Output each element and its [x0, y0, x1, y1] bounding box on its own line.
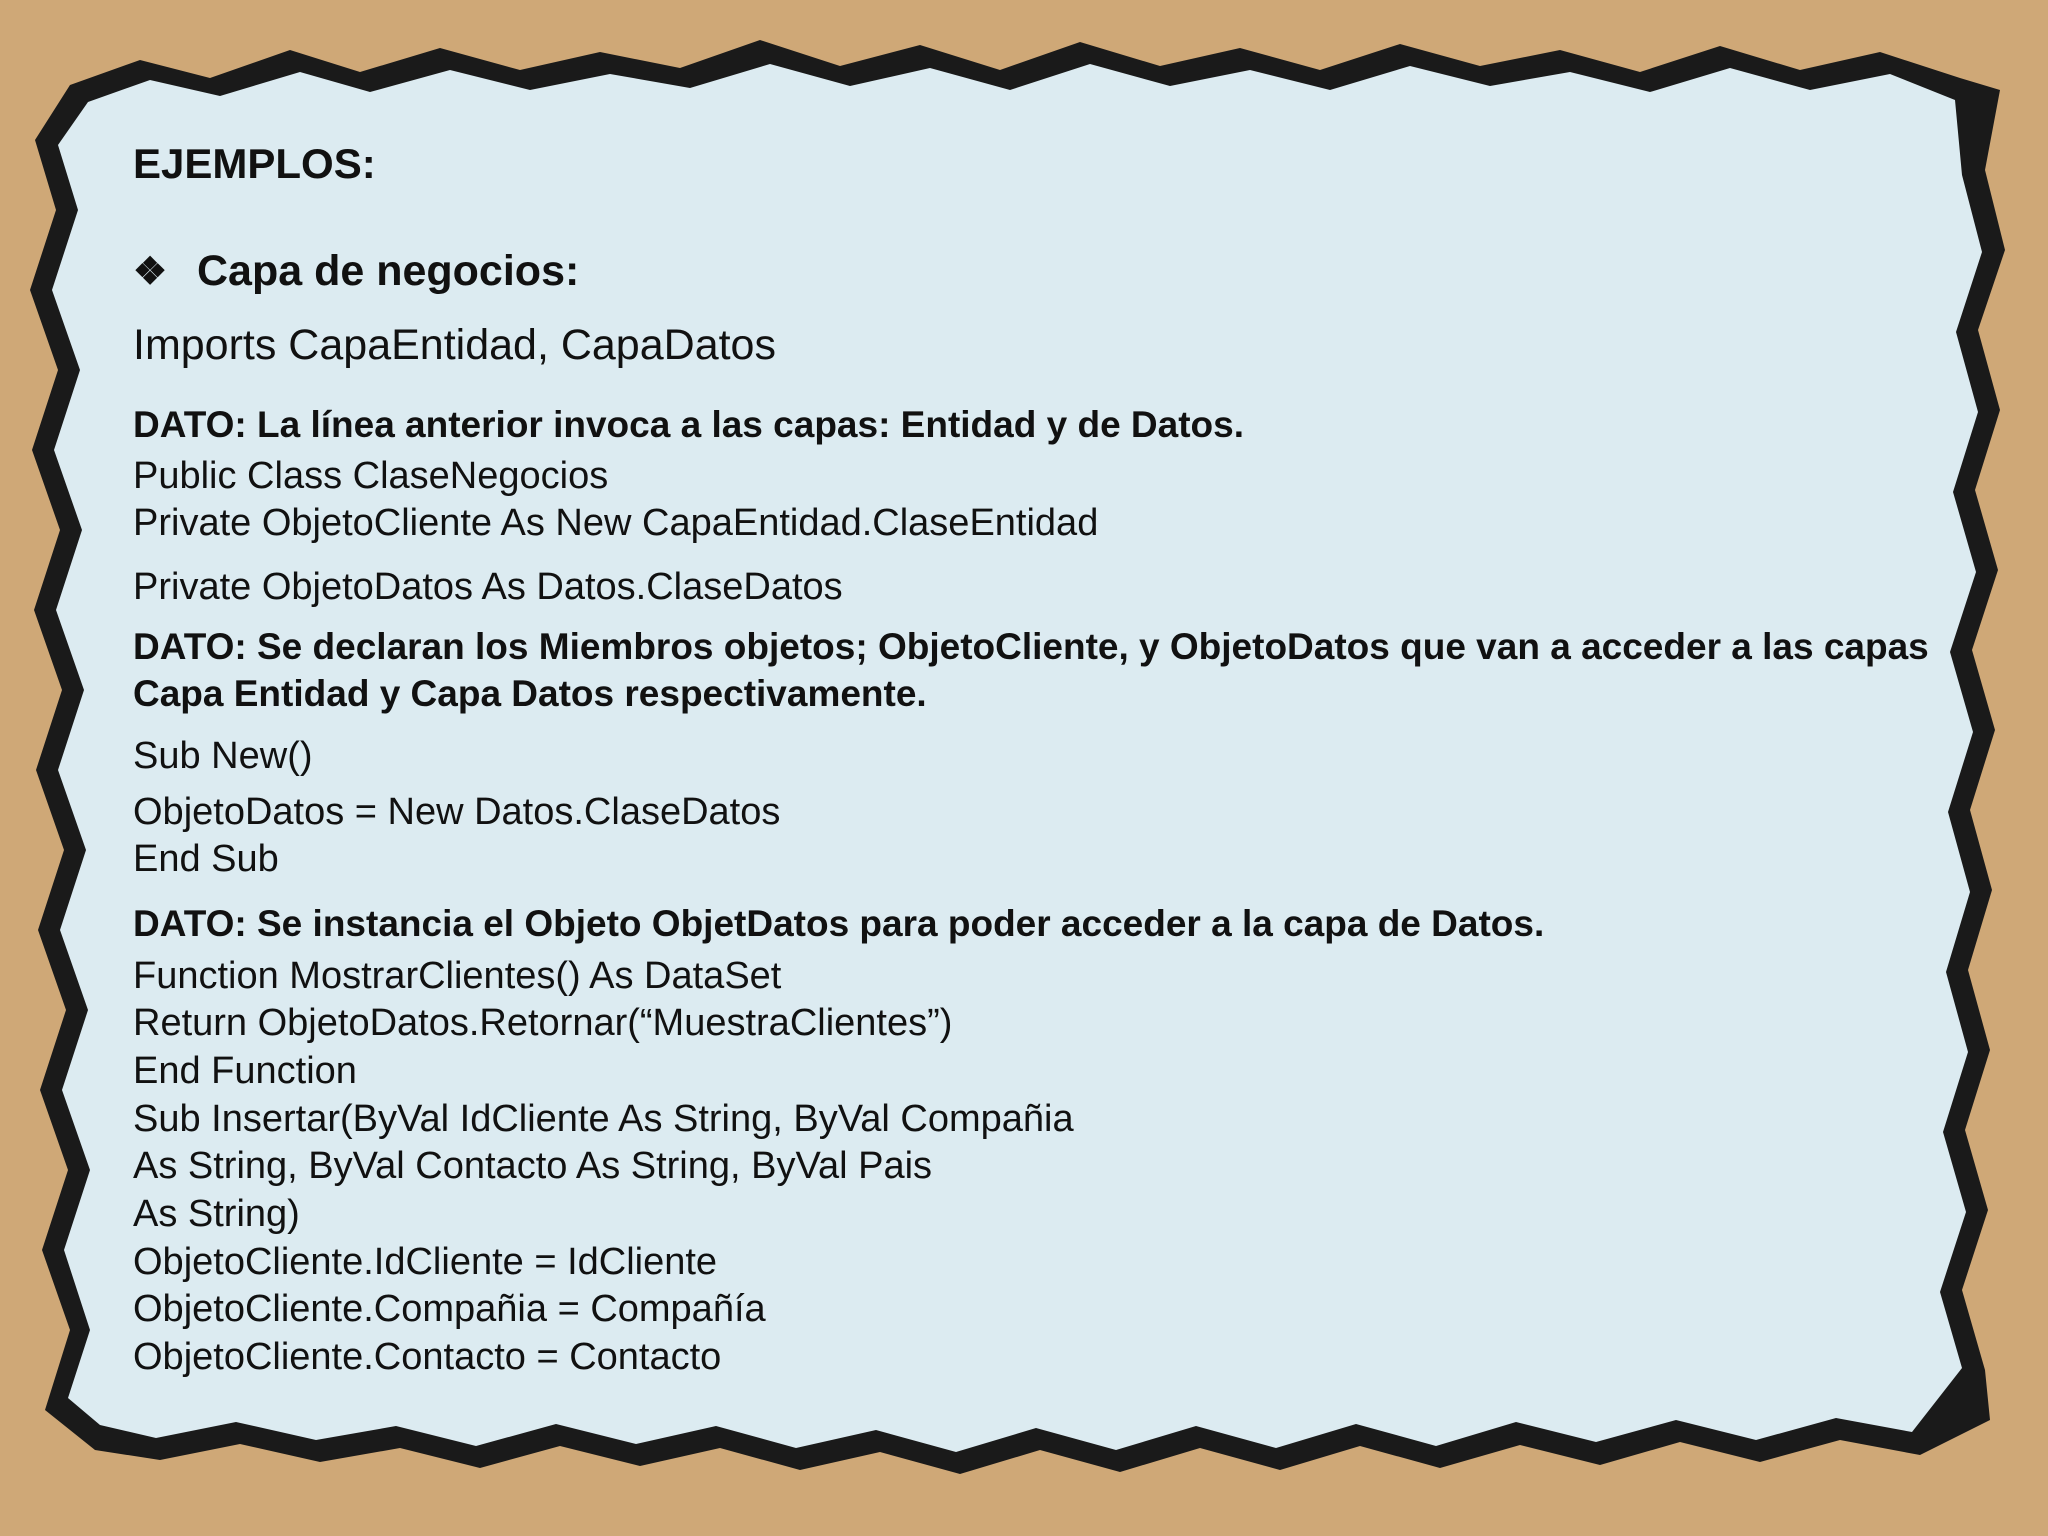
code-line: Imports CapaEntidad, CapaDatos	[133, 321, 776, 369]
code-line: ObjetoCliente.Contacto = Contacto	[133, 1336, 722, 1378]
code-line: End Sub	[133, 838, 279, 880]
code-line: Sub New()	[133, 735, 313, 777]
code-line: As String)	[133, 1193, 300, 1235]
section-title: Capa de negocios:	[197, 247, 580, 295]
section-header	[133, 247, 579, 296]
dato-note: DATO: Se instancia el Objeto ObjetDatos para poder acceder a la capa de Datos.	[133, 903, 1545, 944]
code-line: Private ObjetoDatos As Datos.ClaseDatos	[133, 566, 843, 608]
code-line: Function MostrarClientes() As DataSet	[133, 955, 782, 997]
code-line: Return ObjetoDatos.Retornar(“MuestraClientes”)	[133, 1002, 953, 1044]
code-line: End Function	[133, 1050, 357, 1092]
code-line: Sub Insertar(ByVal IdCliente As String, ByVal Compañia	[133, 1098, 1074, 1140]
code-line: Private ObjetoCliente As New CapaEntidad.ClaseEntidad	[133, 502, 1099, 544]
code-line: ObjetoCliente.Compañia = Compañía	[133, 1288, 766, 1330]
code-line: ObjetoDatos = New Datos.ClaseDatos	[133, 791, 781, 833]
code-line: As String, ByVal Contacto As String, ByVal Pais	[133, 1145, 933, 1187]
code-line: ObjetoCliente.IdCliente = IdCliente	[133, 1241, 718, 1283]
slide-title: EJEMPLOS:	[133, 140, 376, 187]
four-diamonds-icon: ❖	[133, 251, 168, 293]
code-line: Public Class ClaseNegocios	[133, 455, 609, 497]
dato-note: DATO: Se declaran los Miembros objetos; ObjetoCliente, y ObjetoDatos que van a acceder a las capas Capa Entidad y Capa Datos respectivamente.	[133, 626, 1929, 714]
dato-note: DATO: La línea anterior invoca a las capas: Entidad y de Datos.	[133, 404, 1245, 445]
